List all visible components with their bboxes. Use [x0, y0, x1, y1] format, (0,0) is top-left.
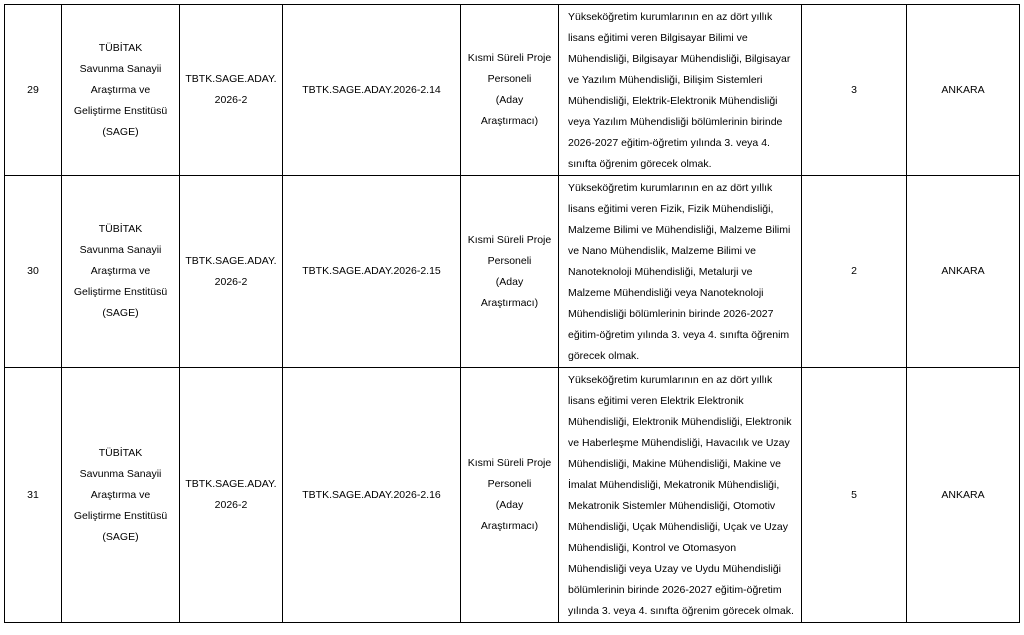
position-title-cell: Kısmi Süreli Proje Personeli (Aday Araştırmacı)	[461, 176, 559, 368]
reference-code-cell: TBTK.SAGE.ADAY.2026-2.16	[283, 368, 461, 623]
reference-code-cell: TBTK.SAGE.ADAY.2026-2.14	[283, 5, 461, 176]
qualification-text: Yükseköğretim kurumlarının en az dört yıllık lisans eğitimi veren Bilgisayar Bilimi ve Mühendisliği, Bilgisayar Mühendisliği, Bilgisayar ve Yazılım Mühendisliği, Bilişim Sistemleri Mühendisliği, Elektrik-Elektronik Mühendisliği veya Yazılım Mühendisliği bölümlerinin birinde 2026-2027 eğitim-öğretim yılında 3. veya 4. sınıfta öğrenim görecek olmak.	[568, 11, 791, 170]
qualification-cell	[559, 368, 802, 623]
position-count-cell: 3	[802, 5, 907, 176]
position-count-cell: 5	[802, 368, 907, 623]
row-number-cell: 30	[5, 176, 62, 368]
row-number-cell: 29	[5, 5, 62, 176]
city-cell: ANKARA	[907, 176, 1020, 368]
position-title-cell: Kısmi Süreli Proje Personeli (Aday Araştırmacı)	[461, 5, 559, 176]
institution-cell: TÜBİTAK Savunma Sanayii Araştırma ve Geliştirme Enstitüsü (SAGE)	[62, 368, 180, 623]
reference-code-cell: TBTK.SAGE.ADAY.2026-2.15	[283, 176, 461, 368]
institution-cell: TÜBİTAK Savunma Sanayii Araştırma ve Geliştirme Enstitüsü (SAGE)	[62, 5, 180, 176]
table-row	[5, 176, 1020, 368]
city-cell: ANKARA	[907, 5, 1020, 176]
qualification-text: Yükseköğretim kurumlarının en az dört yıllık lisans eğitimi veren Fizik, Fizik Mühendisliği, Malzeme Bilimi ve Mühendisliği, Malzeme Bilimi ve Nano Mühendislik, Malzeme Bilimi ve Nanoteknoloji Mühendisliği, Metalurji ve Malzeme Mühendisliği veya Nanoteknoloji Mühendisliği bölümlerinin birinde 2026-2027 eğitim-öğretim yılında 3. veya 4. sınıfta öğrenim görecek olmak.	[568, 182, 791, 362]
position-count-cell: 2	[802, 176, 907, 368]
announcement-code-cell: TBTK.SAGE.ADAY. 2026-2	[180, 176, 283, 368]
position-title-cell: Kısmi Süreli Proje Personeli (Aday Araştırmacı)	[461, 368, 559, 623]
announcement-code-cell: TBTK.SAGE.ADAY. 2026-2	[180, 5, 283, 176]
qualification-cell	[559, 5, 802, 176]
table-row	[5, 368, 1020, 623]
city-cell: ANKARA	[907, 368, 1020, 623]
qualification-text: Yükseköğretim kurumlarının en az dört yıllık lisans eğitimi veren Elektrik Elektronik Mühendisliği, Elektronik Mühendisliği, Elektronik ve Haberleşme Mühendisliği, Havacılık ve Uzay Mühendisliği, Makine Mühendisliği, Makine ve İmalat Mühendisliği, Mekatronik Mühendisliği, Mekatronik Sistemler Mühendisliği, Otomotiv Mühendisliği, Uçak Mühendisliği, Uçak ve Uzay Mühendisliği, Kontrol ve Otomasyon Mühendisliği veya Uzay ve Uydu Mühendisliği bölümlerinin birinde 2026-2027 eğitim-öğretim yılında 3. veya 4. sınıfta öğrenim görecek olmak.	[568, 374, 794, 617]
positions-table	[4, 4, 1020, 623]
row-number-cell: 31	[5, 368, 62, 623]
institution-cell: TÜBİTAK Savunma Sanayii Araştırma ve Geliştirme Enstitüsü (SAGE)	[62, 176, 180, 368]
table-row	[5, 5, 1020, 176]
qualification-cell	[559, 176, 802, 368]
announcement-code-cell: TBTK.SAGE.ADAY. 2026-2	[180, 368, 283, 623]
